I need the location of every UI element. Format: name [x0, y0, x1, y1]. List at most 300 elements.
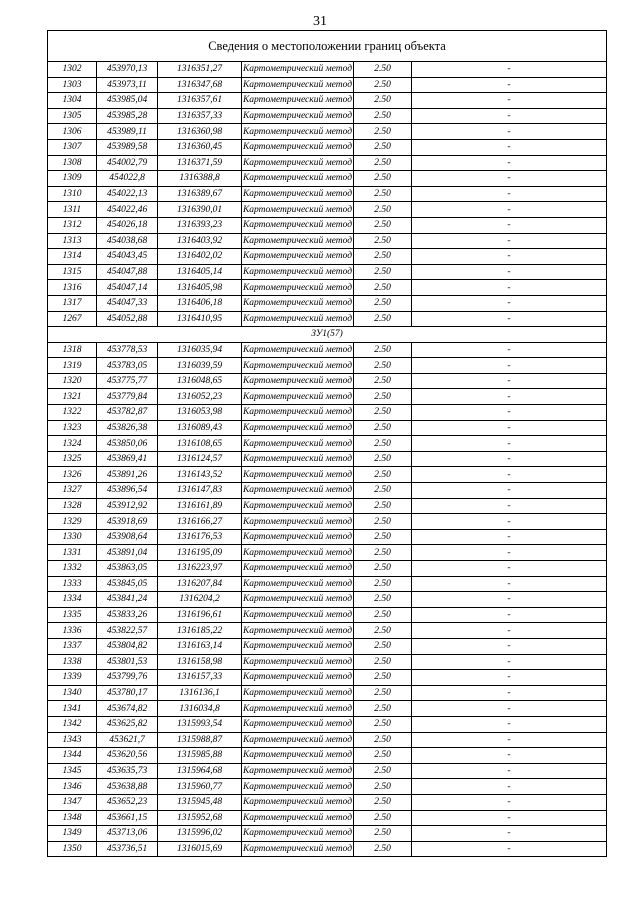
x-coordinate-cell: 453661,15 [97, 810, 158, 826]
method-cell: Картометрический метод [242, 233, 354, 249]
description-cell: - [412, 249, 607, 265]
description-cell: - [412, 841, 607, 857]
precision-cell: 2.50 [354, 732, 412, 748]
description-cell: - [412, 701, 607, 717]
description-cell: - [412, 514, 607, 530]
x-coordinate-cell: 454043,45 [97, 249, 158, 265]
point-number-cell: 1349 [48, 826, 97, 842]
table-row [48, 77, 607, 93]
description-cell: - [412, 171, 607, 187]
point-number-cell: 1330 [48, 529, 97, 545]
x-coordinate-cell: 453973,11 [97, 77, 158, 93]
x-coordinate-cell: 453674,82 [97, 701, 158, 717]
description-cell: - [412, 389, 607, 405]
y-coordinate-cell: 1316143,52 [158, 467, 242, 483]
table-row [48, 436, 607, 452]
x-coordinate-cell: 454047,33 [97, 295, 158, 311]
precision-cell: 2.50 [354, 342, 412, 358]
precision-cell: 2.50 [354, 654, 412, 670]
precision-cell: 2.50 [354, 77, 412, 93]
table-row [48, 498, 607, 514]
point-number-cell: 1345 [48, 763, 97, 779]
description-cell: - [412, 373, 607, 389]
method-cell: Картометрический метод [242, 389, 354, 405]
point-number-cell: 1331 [48, 545, 97, 561]
section-label: ЗУ1(57) [48, 327, 607, 343]
point-number-cell: 1313 [48, 233, 97, 249]
method-cell: Картометрический метод [242, 623, 354, 639]
point-number-cell: 1303 [48, 77, 97, 93]
point-number-cell: 1344 [48, 748, 97, 764]
y-coordinate-cell: 1316089,43 [158, 420, 242, 436]
description-cell: - [412, 124, 607, 140]
table-row [48, 576, 607, 592]
table-row [48, 124, 607, 140]
point-number-cell: 1318 [48, 342, 97, 358]
point-number-cell: 1338 [48, 654, 97, 670]
description-cell: - [412, 139, 607, 155]
method-cell: Картометрический метод [242, 420, 354, 436]
table-row [48, 701, 607, 717]
x-coordinate-cell: 453985,28 [97, 108, 158, 124]
method-cell: Картометрический метод [242, 311, 354, 327]
description-cell: - [412, 467, 607, 483]
x-coordinate-cell: 454022,8 [97, 171, 158, 187]
y-coordinate-cell: 1316207,84 [158, 576, 242, 592]
y-coordinate-cell: 1315996,02 [158, 826, 242, 842]
y-coordinate-cell: 1316351,27 [158, 62, 242, 78]
y-coordinate-cell: 1316402,02 [158, 249, 242, 265]
description-cell: - [412, 202, 607, 218]
method-cell: Картометрический метод [242, 436, 354, 452]
point-number-cell: 1306 [48, 124, 97, 140]
table-row [48, 342, 607, 358]
y-coordinate-cell: 1315960,77 [158, 779, 242, 795]
method-cell: Картометрический метод [242, 638, 354, 654]
precision-cell: 2.50 [354, 280, 412, 296]
table-row [48, 685, 607, 701]
method-cell: Картометрический метод [242, 483, 354, 499]
precision-cell: 2.50 [354, 841, 412, 857]
x-coordinate-cell: 453891,04 [97, 545, 158, 561]
y-coordinate-cell: 1315945,48 [158, 794, 242, 810]
method-cell: Картометрический метод [242, 576, 354, 592]
y-coordinate-cell: 1315988,87 [158, 732, 242, 748]
precision-cell: 2.50 [354, 264, 412, 280]
table-row [48, 779, 607, 795]
table-header-row [48, 31, 607, 62]
table-row [48, 420, 607, 436]
point-number-cell: 1304 [48, 93, 97, 109]
method-cell: Картометрический метод [242, 514, 354, 530]
precision-cell: 2.50 [354, 607, 412, 623]
y-coordinate-cell: 1316393,23 [158, 217, 242, 233]
x-coordinate-cell: 453822,57 [97, 623, 158, 639]
description-cell: - [412, 732, 607, 748]
page-number: 31 [313, 14, 327, 29]
precision-cell: 2.50 [354, 420, 412, 436]
precision-cell: 2.50 [354, 779, 412, 795]
y-coordinate-cell: 1316147,83 [158, 483, 242, 499]
precision-cell: 2.50 [354, 389, 412, 405]
description-cell: - [412, 779, 607, 795]
x-coordinate-cell: 453869,41 [97, 451, 158, 467]
precision-cell: 2.50 [354, 249, 412, 265]
precision-cell: 2.50 [354, 794, 412, 810]
table-row [48, 670, 607, 686]
y-coordinate-cell: 1316195,09 [158, 545, 242, 561]
x-coordinate-cell: 453989,58 [97, 139, 158, 155]
point-number-cell: 1337 [48, 638, 97, 654]
description-cell: - [412, 623, 607, 639]
description-cell: - [412, 748, 607, 764]
precision-cell: 2.50 [354, 545, 412, 561]
point-number-cell: 1326 [48, 467, 97, 483]
precision-cell: 2.50 [354, 139, 412, 155]
point-number-cell: 1315 [48, 264, 97, 280]
point-number-cell: 1309 [48, 171, 97, 187]
precision-cell: 2.50 [354, 561, 412, 577]
table-row [48, 108, 607, 124]
description-cell: - [412, 217, 607, 233]
y-coordinate-cell: 1316405,14 [158, 264, 242, 280]
precision-cell: 2.50 [354, 93, 412, 109]
precision-cell: 2.50 [354, 763, 412, 779]
method-cell: Картометрический метод [242, 202, 354, 218]
table-row [48, 794, 607, 810]
method-cell: Картометрический метод [242, 732, 354, 748]
description-cell: - [412, 155, 607, 171]
x-coordinate-cell: 453841,24 [97, 592, 158, 608]
method-cell: Картометрический метод [242, 561, 354, 577]
description-cell: - [412, 451, 607, 467]
point-number-cell: 1342 [48, 716, 97, 732]
point-number-cell: 1324 [48, 436, 97, 452]
table-row [48, 467, 607, 483]
method-cell: Картометрический метод [242, 654, 354, 670]
point-number-cell: 1325 [48, 451, 97, 467]
x-coordinate-cell: 453850,06 [97, 436, 158, 452]
precision-cell: 2.50 [354, 826, 412, 842]
y-coordinate-cell: 1316347,68 [158, 77, 242, 93]
precision-cell: 2.50 [354, 217, 412, 233]
precision-cell: 2.50 [354, 295, 412, 311]
point-number-cell: 1317 [48, 295, 97, 311]
description-cell: - [412, 108, 607, 124]
description-cell: - [412, 529, 607, 545]
table-row [48, 810, 607, 826]
point-number-cell: 1334 [48, 592, 97, 608]
y-coordinate-cell: 1316406,18 [158, 295, 242, 311]
y-coordinate-cell: 1315964,68 [158, 763, 242, 779]
y-coordinate-cell: 1316357,33 [158, 108, 242, 124]
precision-cell: 2.50 [354, 514, 412, 530]
y-coordinate-cell: 1316124,57 [158, 451, 242, 467]
x-coordinate-cell: 453783,05 [97, 358, 158, 374]
precision-cell: 2.50 [354, 358, 412, 374]
precision-cell: 2.50 [354, 685, 412, 701]
point-number-cell: 1302 [48, 62, 97, 78]
point-number-cell: 1341 [48, 701, 97, 717]
table-row [48, 545, 607, 561]
precision-cell: 2.50 [354, 311, 412, 327]
table-row [48, 295, 607, 311]
table-row [48, 311, 607, 327]
method-cell: Картометрический метод [242, 498, 354, 514]
precision-cell: 2.50 [354, 701, 412, 717]
point-number-cell: 1347 [48, 794, 97, 810]
x-coordinate-cell: 454022,13 [97, 186, 158, 202]
x-coordinate-cell: 454026,18 [97, 217, 158, 233]
method-cell: Картометрический метод [242, 607, 354, 623]
x-coordinate-cell: 453896,54 [97, 483, 158, 499]
table-row [48, 716, 607, 732]
point-number-cell: 1316 [48, 280, 97, 296]
table-row [48, 202, 607, 218]
y-coordinate-cell: 1316052,23 [158, 389, 242, 405]
point-number-cell: 1311 [48, 202, 97, 218]
method-cell: Картометрический метод [242, 264, 354, 280]
description-cell: - [412, 420, 607, 436]
description-cell: - [412, 607, 607, 623]
x-coordinate-cell: 454002,79 [97, 155, 158, 171]
description-cell: - [412, 483, 607, 499]
section-row [48, 327, 607, 343]
description-cell: - [412, 295, 607, 311]
method-cell: Картометрический метод [242, 342, 354, 358]
point-number-cell: 1350 [48, 841, 97, 857]
x-coordinate-cell: 453625,82 [97, 716, 158, 732]
table-row [48, 233, 607, 249]
x-coordinate-cell: 453638,88 [97, 779, 158, 795]
y-coordinate-cell: 1316371,59 [158, 155, 242, 171]
x-coordinate-cell: 453863,05 [97, 561, 158, 577]
y-coordinate-cell: 1316035,94 [158, 342, 242, 358]
precision-cell: 2.50 [354, 373, 412, 389]
method-cell: Картометрический метод [242, 748, 354, 764]
y-coordinate-cell: 1316176,53 [158, 529, 242, 545]
precision-cell: 2.50 [354, 405, 412, 421]
precision-cell: 2.50 [354, 171, 412, 187]
table-row [48, 186, 607, 202]
point-number-cell: 1348 [48, 810, 97, 826]
table-row [48, 358, 607, 374]
y-coordinate-cell: 1316196,61 [158, 607, 242, 623]
method-cell: Картометрический метод [242, 405, 354, 421]
description-cell: - [412, 280, 607, 296]
table-row [48, 249, 607, 265]
table-row [48, 483, 607, 499]
y-coordinate-cell: 1316410,95 [158, 311, 242, 327]
point-number-cell: 1333 [48, 576, 97, 592]
method-cell: Картометрический метод [242, 62, 354, 78]
method-cell: Картометрический метод [242, 295, 354, 311]
method-cell: Картометрический метод [242, 716, 354, 732]
x-coordinate-cell: 453736,51 [97, 841, 158, 857]
point-number-cell: 1323 [48, 420, 97, 436]
method-cell: Картометрический метод [242, 763, 354, 779]
point-number-cell: 1343 [48, 732, 97, 748]
description-cell: - [412, 561, 607, 577]
x-coordinate-cell: 454047,14 [97, 280, 158, 296]
description-cell: - [412, 436, 607, 452]
y-coordinate-cell: 1316204,2 [158, 592, 242, 608]
y-coordinate-cell: 1316388,8 [158, 171, 242, 187]
x-coordinate-cell: 453652,23 [97, 794, 158, 810]
y-coordinate-cell: 1316157,33 [158, 670, 242, 686]
method-cell: Картометрический метод [242, 794, 354, 810]
method-cell: Картометрический метод [242, 467, 354, 483]
y-coordinate-cell: 1316223,97 [158, 561, 242, 577]
x-coordinate-cell: 453778,53 [97, 342, 158, 358]
table-row [48, 171, 607, 187]
description-cell: - [412, 498, 607, 514]
precision-cell: 2.50 [354, 155, 412, 171]
x-coordinate-cell: 453908,64 [97, 529, 158, 545]
description-cell: - [412, 62, 607, 78]
description-cell: - [412, 358, 607, 374]
y-coordinate-cell: 1316136,1 [158, 685, 242, 701]
description-cell: - [412, 592, 607, 608]
description-cell: - [412, 342, 607, 358]
point-number-cell: 1307 [48, 139, 97, 155]
method-cell: Картометрический метод [242, 810, 354, 826]
y-coordinate-cell: 1316405,98 [158, 280, 242, 296]
description-cell: - [412, 685, 607, 701]
y-coordinate-cell: 1316161,89 [158, 498, 242, 514]
method-cell: Картометрический метод [242, 592, 354, 608]
x-coordinate-cell: 453713,06 [97, 826, 158, 842]
y-coordinate-cell: 1316360,98 [158, 124, 242, 140]
description-cell: - [412, 93, 607, 109]
y-coordinate-cell: 1316163,14 [158, 638, 242, 654]
x-coordinate-cell: 453799,76 [97, 670, 158, 686]
x-coordinate-cell: 453970,13 [97, 62, 158, 78]
table-row [48, 451, 607, 467]
method-cell: Картометрический метод [242, 249, 354, 265]
table-row [48, 155, 607, 171]
precision-cell: 2.50 [354, 529, 412, 545]
table-row [48, 280, 607, 296]
table-row [48, 654, 607, 670]
y-coordinate-cell: 1316108,65 [158, 436, 242, 452]
y-coordinate-cell: 1316357,61 [158, 93, 242, 109]
y-coordinate-cell: 1316360,45 [158, 139, 242, 155]
method-cell: Картометрический метод [242, 358, 354, 374]
precision-cell: 2.50 [354, 810, 412, 826]
method-cell: Картометрический метод [242, 171, 354, 187]
y-coordinate-cell: 1316166,27 [158, 514, 242, 530]
y-coordinate-cell: 1316015,69 [158, 841, 242, 857]
point-number-cell: 1310 [48, 186, 97, 202]
y-coordinate-cell: 1316390,01 [158, 202, 242, 218]
x-coordinate-cell: 453891,26 [97, 467, 158, 483]
description-cell: - [412, 654, 607, 670]
table-row [48, 561, 607, 577]
description-cell: - [412, 826, 607, 842]
method-cell: Картометрический метод [242, 451, 354, 467]
table-row [48, 592, 607, 608]
precision-cell: 2.50 [354, 748, 412, 764]
x-coordinate-cell: 454022,46 [97, 202, 158, 218]
y-coordinate-cell: 1316053,98 [158, 405, 242, 421]
precision-cell: 2.50 [354, 436, 412, 452]
method-cell: Картометрический метод [242, 779, 354, 795]
point-number-cell: 1339 [48, 670, 97, 686]
method-cell: Картометрический метод [242, 701, 354, 717]
table-row [48, 139, 607, 155]
table-row [48, 638, 607, 654]
y-coordinate-cell: 1315993,54 [158, 716, 242, 732]
precision-cell: 2.50 [354, 623, 412, 639]
y-coordinate-cell: 1316048,65 [158, 373, 242, 389]
description-cell: - [412, 311, 607, 327]
precision-cell: 2.50 [354, 592, 412, 608]
point-number-cell: 1327 [48, 483, 97, 499]
y-coordinate-cell: 1316158,98 [158, 654, 242, 670]
method-cell: Картометрический метод [242, 217, 354, 233]
table-row [48, 514, 607, 530]
x-coordinate-cell: 453782,87 [97, 405, 158, 421]
table-row [48, 264, 607, 280]
x-coordinate-cell: 453826,38 [97, 420, 158, 436]
precision-cell: 2.50 [354, 467, 412, 483]
x-coordinate-cell: 453833,26 [97, 607, 158, 623]
y-coordinate-cell: 1316039,59 [158, 358, 242, 374]
y-coordinate-cell: 1316185,22 [158, 623, 242, 639]
table-row [48, 217, 607, 233]
description-cell: - [412, 264, 607, 280]
method-cell: Картометрический метод [242, 529, 354, 545]
precision-cell: 2.50 [354, 638, 412, 654]
x-coordinate-cell: 453918,69 [97, 514, 158, 530]
table-row [48, 623, 607, 639]
precision-cell: 2.50 [354, 124, 412, 140]
point-number-cell: 1308 [48, 155, 97, 171]
table-row [48, 763, 607, 779]
description-cell: - [412, 716, 607, 732]
method-cell: Картометрический метод [242, 77, 354, 93]
description-cell: - [412, 77, 607, 93]
precision-cell: 2.50 [354, 483, 412, 499]
precision-cell: 2.50 [354, 716, 412, 732]
x-coordinate-cell: 454038,68 [97, 233, 158, 249]
table-row [48, 732, 607, 748]
point-number-cell: 1322 [48, 405, 97, 421]
description-cell: - [412, 576, 607, 592]
precision-cell: 2.50 [354, 108, 412, 124]
method-cell: Картометрический метод [242, 155, 354, 171]
point-number-cell: 1329 [48, 514, 97, 530]
point-number-cell: 1335 [48, 607, 97, 623]
method-cell: Картометрический метод [242, 826, 354, 842]
precision-cell: 2.50 [354, 62, 412, 78]
description-cell: - [412, 186, 607, 202]
point-number-cell: 1336 [48, 623, 97, 639]
method-cell: Картометрический метод [242, 670, 354, 686]
x-coordinate-cell: 453775,77 [97, 373, 158, 389]
table-row [48, 389, 607, 405]
point-number-cell: 1314 [48, 249, 97, 265]
x-coordinate-cell: 453779,84 [97, 389, 158, 405]
y-coordinate-cell: 1315952,68 [158, 810, 242, 826]
point-number-cell: 1321 [48, 389, 97, 405]
point-number-cell: 1312 [48, 217, 97, 233]
point-number-cell: 1267 [48, 311, 97, 327]
point-number-cell: 1320 [48, 373, 97, 389]
x-coordinate-cell: 453804,82 [97, 638, 158, 654]
x-coordinate-cell: 453801,53 [97, 654, 158, 670]
